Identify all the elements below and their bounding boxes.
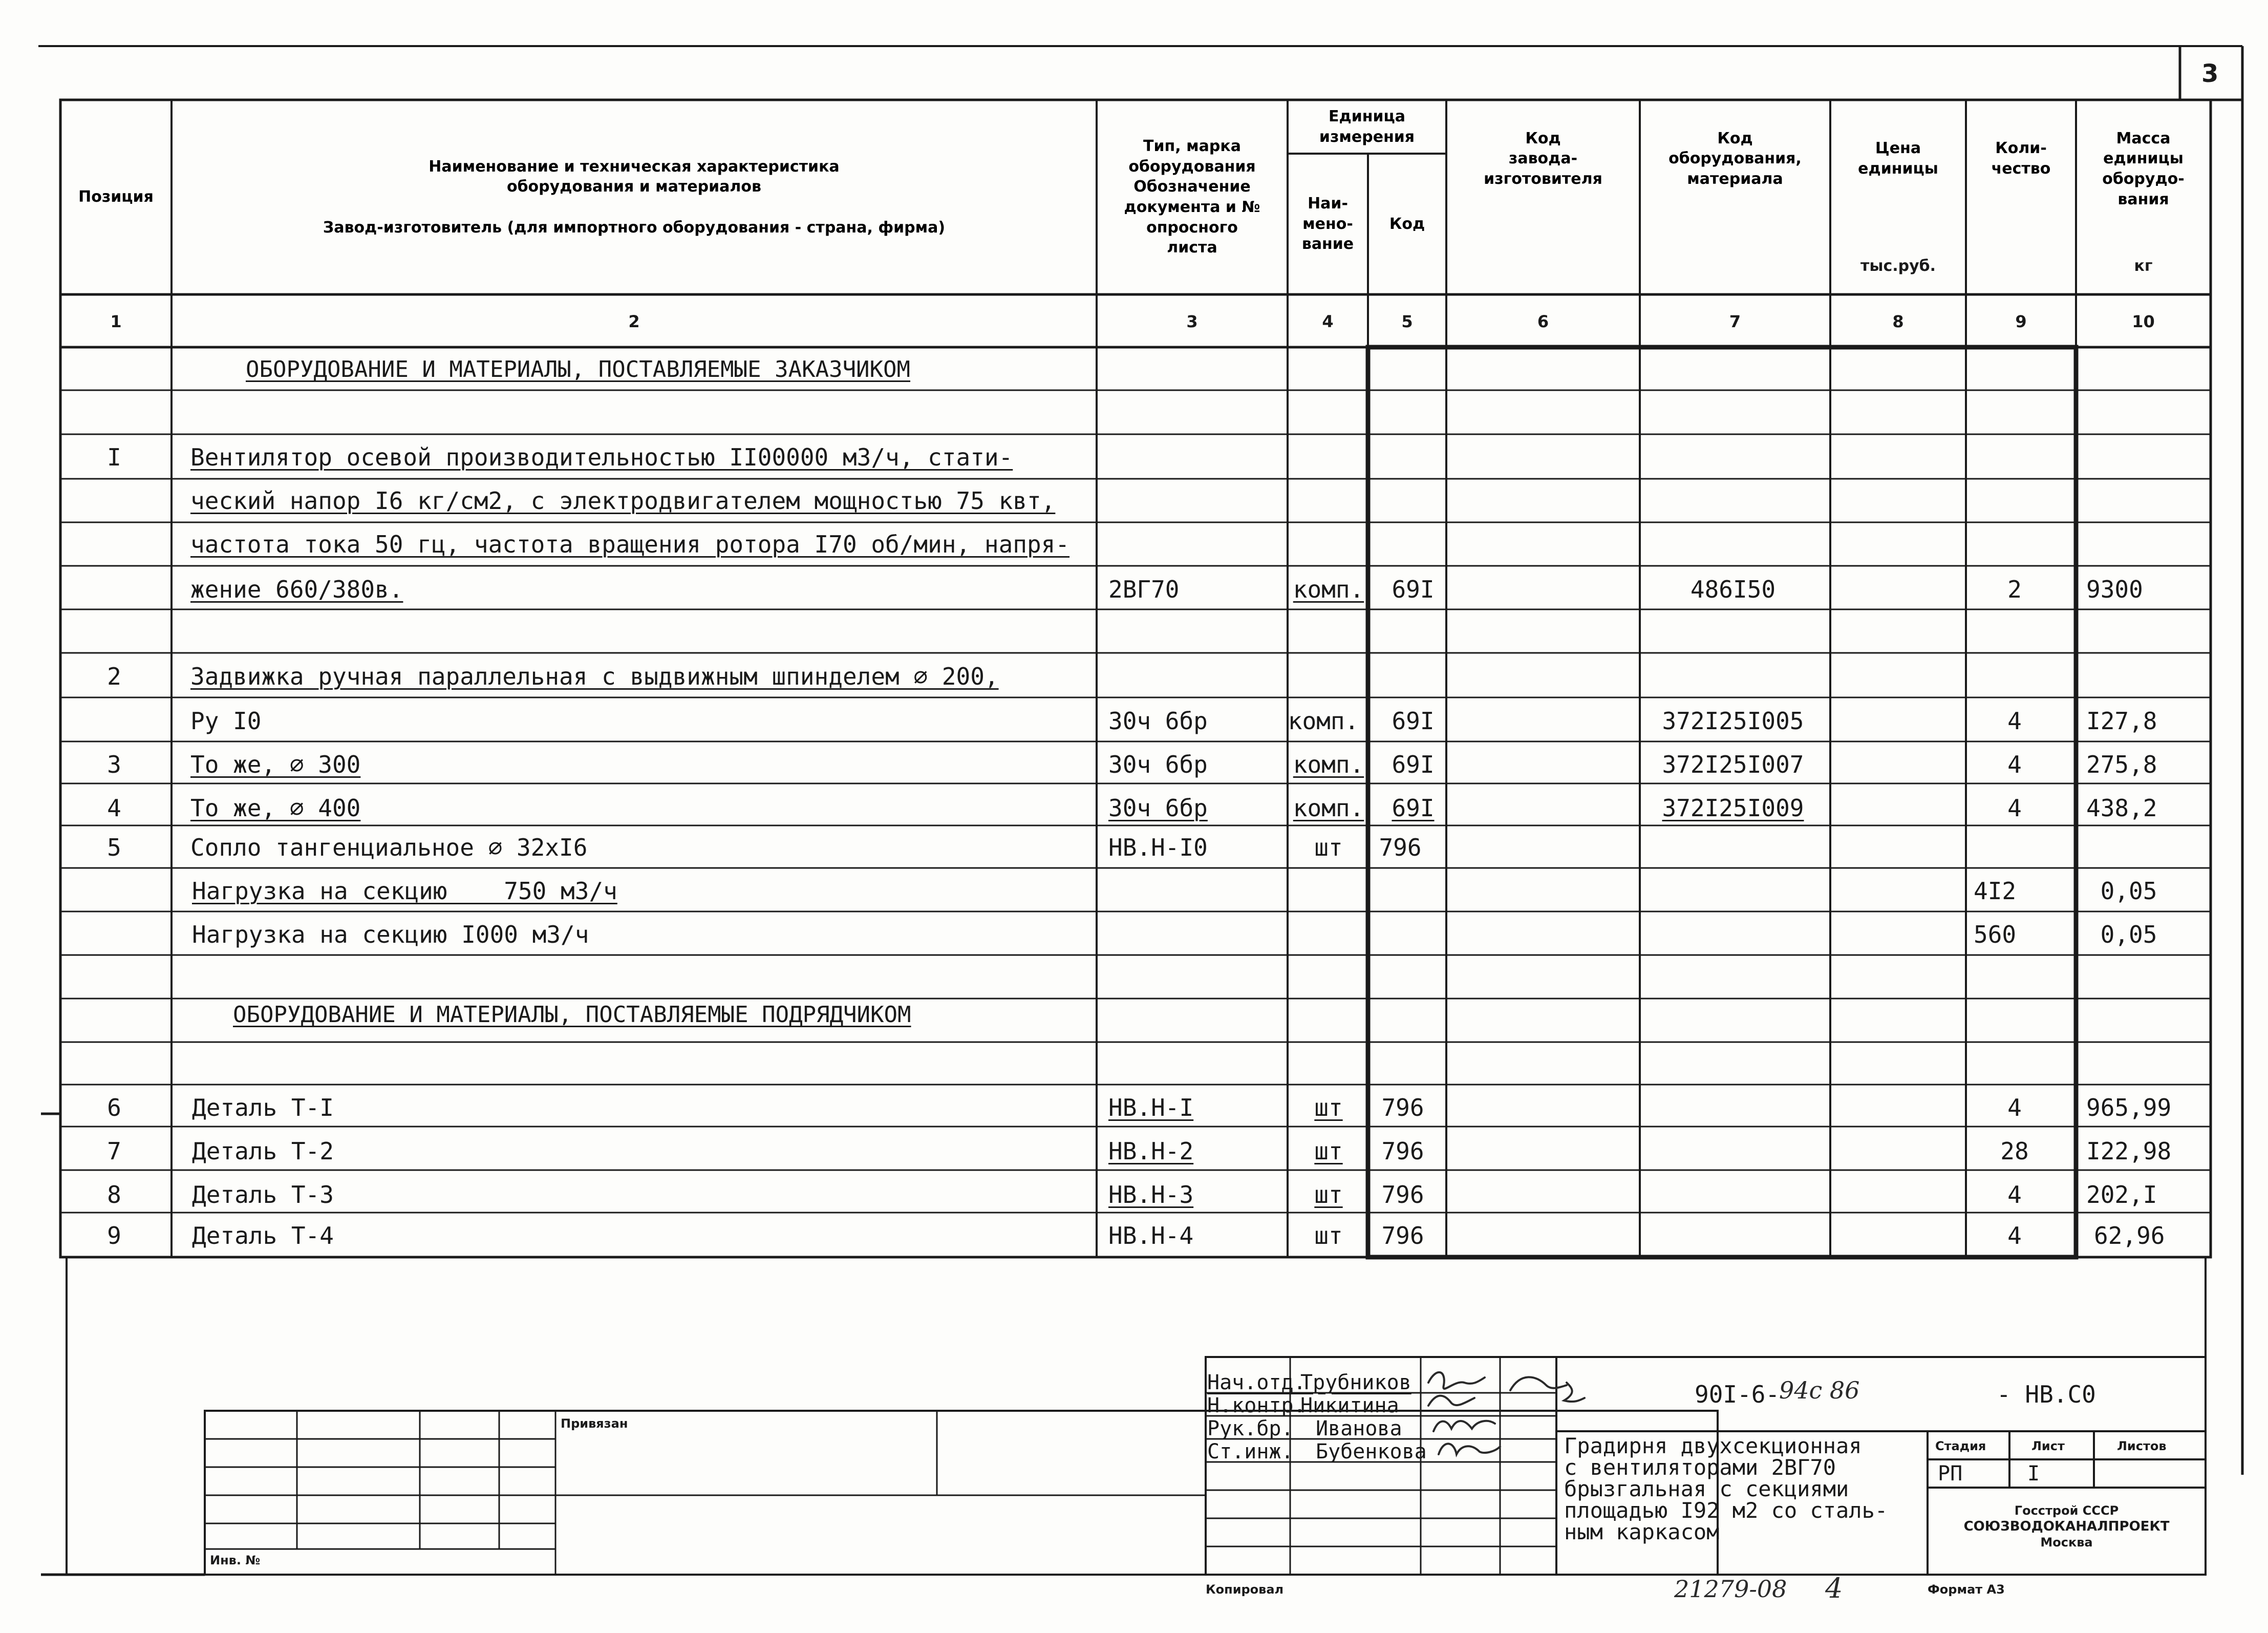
row-code: 69I — [1392, 576, 1435, 603]
col-number: 4 — [1322, 312, 1334, 331]
row-equip-code: 372I25I007 — [1662, 751, 1804, 778]
row-qty: 4 — [2007, 794, 2022, 822]
document-code-part2: 94с 86 — [1779, 1376, 1860, 1404]
drawing-title: Градирня двухсекционная с вентиляторами 2ВГ70 брызгальная с секциями площадью I92 м2 со сталь- ным каркасом — [1564, 1433, 1888, 1544]
row-name: То же, ∅ 400 — [190, 794, 361, 822]
row-code: 796 — [1379, 834, 1422, 861]
name-team-lead: Иванова — [1316, 1417, 1402, 1440]
row-qty: 4 — [2007, 1181, 2022, 1208]
row-code: 69I — [1392, 707, 1435, 735]
row-name: частота тока 50 гц, частота вращения ротора I70 об/мин, напря- — [190, 531, 1070, 558]
document-code-part1: 90I-6- — [1695, 1381, 1780, 1408]
row-pos: 7 — [107, 1137, 121, 1165]
row-name: Деталь Т-2 — [192, 1137, 334, 1165]
row-name: То же, ∅ 300 — [190, 751, 361, 778]
col-number: 9 — [2015, 312, 2027, 331]
header-mass-unit: кг — [2134, 257, 2153, 275]
row-name: жение 660/380в. — [190, 576, 403, 603]
row-mass: I27,8 — [2086, 707, 2157, 735]
header-position: Позиция — [78, 188, 154, 206]
row-unit: шт — [1314, 1181, 1343, 1208]
row-qty: 560 — [1974, 921, 2017, 948]
row-mass: I22,98 — [2086, 1137, 2172, 1165]
section-title-contractor: ОБОРУДОВАНИЕ И МАТЕРИАЛЫ, ПОСТАВЛЯЕМЫЕ ПОДРЯДЧИКОМ — [233, 1002, 911, 1028]
col-number: 10 — [2132, 312, 2155, 331]
row-type: 30ч 6бр — [1108, 707, 1208, 735]
row-pos: 8 — [107, 1181, 121, 1208]
row-unit: шт — [1314, 1222, 1343, 1249]
sheet-number: 3 — [2201, 59, 2219, 88]
col-number: 2 — [628, 312, 640, 331]
header-equip-code: Код оборудования, материала — [1668, 129, 1802, 188]
row-pos: 4 — [107, 794, 121, 822]
row-equip-code: 486I50 — [1690, 576, 1776, 603]
col-number: 8 — [1892, 312, 1904, 331]
row-type: НВ.Н-4 — [1108, 1222, 1194, 1249]
row-mass: 965,99 — [2086, 1094, 2172, 1121]
header-qty: Коли- чество — [1991, 139, 2051, 178]
sheet-value: I — [2027, 1462, 2040, 1486]
role-team-lead: Рук.бр. — [1207, 1417, 1294, 1440]
inventory-number-label: Инв. № — [210, 1553, 261, 1567]
row-unit: комп. — [1288, 707, 1359, 735]
row-code: 796 — [1381, 1137, 1424, 1165]
row-name: Деталь Т-4 — [192, 1222, 334, 1249]
row-pos: 6 — [107, 1094, 121, 1121]
row-qty: 2 — [2007, 576, 2022, 603]
row-code: 796 — [1381, 1181, 1424, 1208]
col-number: 3 — [1186, 312, 1198, 331]
header-unit-code: Код — [1389, 215, 1425, 233]
header-mass: Масса единицы оборудо- вания — [2102, 129, 2185, 208]
col-number: 6 — [1537, 312, 1549, 331]
row-unit: шт — [1314, 1137, 1343, 1165]
row-mass: 62,96 — [2094, 1222, 2165, 1249]
row-unit: комп. — [1293, 751, 1364, 778]
sheets-label: Листов — [2117, 1439, 2167, 1453]
row-name: Вентилятор осевой производительностью II00000 м3/ч, стати- — [190, 443, 1013, 471]
row-unit: комп. — [1293, 794, 1364, 822]
col-number: 5 — [1401, 312, 1413, 331]
row-qty: 4I2 — [1974, 877, 2017, 905]
row-type: НВ.Н-2 — [1108, 1137, 1194, 1165]
row-mass: 275,8 — [2086, 751, 2157, 778]
name-senior-engineer: Бубенкова — [1316, 1440, 1427, 1464]
row-pos: I — [107, 443, 121, 471]
row-pos: 9 — [107, 1222, 121, 1249]
name-head-department: Трубников — [1300, 1371, 1411, 1394]
org-name: СОЮЗВОДОКАНАЛПРОЕКТ — [1963, 1519, 2170, 1534]
stage-value: РП — [1938, 1462, 1963, 1486]
header-type: Тип, марка оборудования Обозначение документа и № опросного листа — [1124, 137, 1260, 257]
row-name: Нагрузка на секцию I000 м3/ч — [192, 921, 589, 948]
section-title-customer: ОБОРУДОВАНИЕ И МАТЕРИАЛЫ, ПОСТАВЛЯЕМЫЕ ЗАКАЗЧИКОМ — [246, 356, 911, 383]
col-number: 1 — [110, 312, 122, 331]
row-type: 30ч 6бр — [1108, 794, 1208, 822]
header-plant-code: Код завода- изготовителя — [1484, 129, 1602, 188]
row-mass: 0,05 — [2100, 877, 2157, 905]
row-code: 796 — [1381, 1094, 1424, 1121]
row-unit: шт — [1314, 834, 1343, 861]
archive-page: 4 — [1825, 1572, 1843, 1604]
header-unit-name: Наи- мено- вание — [1301, 195, 1354, 253]
header-price: Цена единицы — [1858, 139, 1938, 178]
row-name: Деталь Т-3 — [192, 1181, 334, 1208]
binding-label: Привязан — [561, 1416, 628, 1431]
header-name: Наименование и техническая характеристика оборудования и материалов Завод-изготовитель (для импортного оборудования - страна, фирма) — [323, 157, 946, 237]
stage-label: Стадия — [1935, 1439, 1986, 1453]
row-name: ческий напор I6 кг/см2, с электродвигателем мощностью 75 квт, — [190, 487, 1056, 515]
row-mass: 438,2 — [2086, 794, 2157, 822]
role-senior-engineer: Ст.инж. — [1207, 1440, 1294, 1464]
name-norm-control: Никитина — [1300, 1394, 1399, 1417]
document-code-part3: - НВ.С0 — [1997, 1381, 2096, 1408]
row-name: Сопло тангенциальное ∅ 32хI6 — [190, 834, 588, 861]
row-type: НВ.Н-I0 — [1108, 834, 1208, 861]
row-name: Нагрузка на секцию 750 м3/ч — [192, 877, 617, 905]
row-type: 30ч 6бр — [1108, 751, 1208, 778]
row-code: 69I — [1392, 794, 1435, 822]
row-type: НВ.Н-3 — [1108, 1181, 1194, 1208]
row-qty: 4 — [2007, 1094, 2022, 1121]
row-pos: 3 — [107, 751, 121, 778]
row-qty: 28 — [2000, 1137, 2029, 1165]
row-qty: 4 — [2007, 707, 2022, 735]
row-name: Деталь Т-I — [192, 1094, 334, 1121]
row-equip-code: 372I25I005 — [1662, 707, 1804, 735]
row-pos: 2 — [107, 663, 121, 690]
row-unit: комп. — [1293, 576, 1364, 603]
row-type: НВ.Н-I — [1108, 1094, 1194, 1121]
col-number: 7 — [1729, 312, 1741, 331]
row-code: 796 — [1381, 1222, 1424, 1249]
row-name: Задвижка ручная параллельная с выдвижным шпинделем ∅ 200, — [190, 663, 999, 690]
role-norm-control: Н.контр. — [1207, 1394, 1306, 1417]
org-city: Москва — [2040, 1535, 2093, 1550]
row-qty: 4 — [2007, 751, 2022, 778]
header-unit: Единица измерения — [1319, 107, 1415, 146]
row-type: 2ВГ70 — [1108, 576, 1180, 603]
archive-number: 21279-08 — [1674, 1575, 1787, 1603]
row-name: Ру I0 — [190, 707, 262, 735]
sheet-label: Лист — [2031, 1439, 2065, 1453]
row-unit: шт — [1314, 1094, 1343, 1121]
copied-label: Копировал — [1206, 1582, 1284, 1597]
format-label: Формат А3 — [1928, 1582, 2005, 1597]
header-price-unit: тыс.руб. — [1860, 257, 1936, 275]
row-mass: 9300 — [2086, 576, 2143, 603]
row-pos: 5 — [107, 834, 121, 861]
org-ministry: Госстрой СССР — [2014, 1503, 2119, 1518]
row-equip-code: 372I25I009 — [1662, 794, 1804, 822]
row-mass: 202,I — [2086, 1181, 2157, 1208]
row-mass: 0,05 — [2100, 921, 2157, 948]
row-qty: 4 — [2007, 1222, 2022, 1249]
role-head-department: Нач.отд. — [1207, 1371, 1306, 1394]
row-code: 69I — [1392, 751, 1435, 778]
